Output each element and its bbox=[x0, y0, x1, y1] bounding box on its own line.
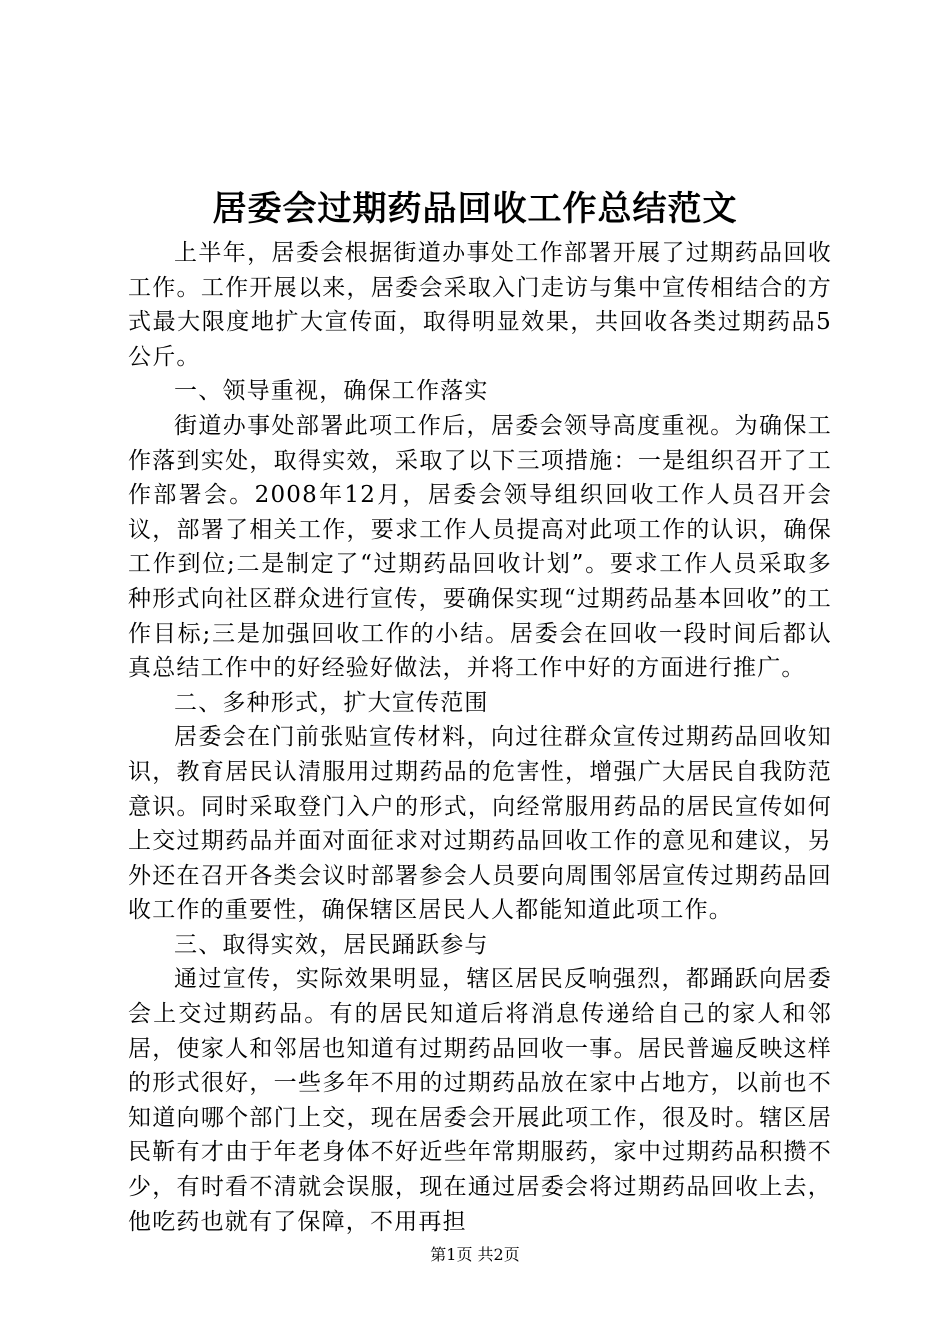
section-paragraph-1: 街道办事处部署此项工作后，居委会领导高度重视。为确保工作落到实处，取得实效，采取了以下三项措施：一是组织召开了工作部署会。2008年12月，居委会领导组织回收工作人员召开会议，部署了相关工作，要求工作人员提高对此项工作的认识，确保工作到位;二是制定了“过期药品回收计划”。要求工作人员采取多种形式向社区群众进行宣传，要确保实现“过期药品基本回收”的工作目标;三是加强回收工作的小结。居委会在回收一段时间后都认真总结工作中的好经验好做法，并将工作中好的方面进行推广。 bbox=[128, 412, 832, 682]
document-body bbox=[128, 236, 832, 1239]
section-paragraph-3: 通过宣传，实际效果明显，辖区居民反响强烈，都踊跃向居委会上交过期药品。有的居民知道后将消息传递给自己的家人和邻居，使家人和邻居也知道有过期药品回收一事。居民普遍反映这样的形式很好，一些多年不用的过期药品放在家中占地方，以前也不知道向哪个部门上交，现在居委会开展此项工作，很及时。辖区居民靳有才由于年老身体不好近些年常期服药，家中过期药品积攒不少，有时看不清就会误服，现在通过居委会将过期药品回收上去，他吃药也就有了保障，不用再担 bbox=[128, 966, 832, 1235]
intro-paragraph: 上半年，居委会根据街道办事处工作部署开展了过期药品回收工作。工作开展以来，居委会采取入门走访与集中宣传相结合的方式最大限度地扩大宣传面，取得明显效果，共回收各类过期药品5公斤。 bbox=[128, 240, 832, 370]
section-heading-3: 三、取得实效，居民踊跃参与 bbox=[174, 931, 489, 958]
section-paragraph-2: 居委会在门前张贴宣传材料，向过往群众宣传过期药品回收知识，教育居民认清服用过期药品的危害性，增强广大居民自我防范意识。同时采取登门入户的形式，向经常服用药品的居民宣传如何上交过期药品并面对面征求对过期药品回收工作的意见和建议，另外还在召开各类会议时部署参会人员要向周围邻居宣传过期药品回收工作的重要性，确保辖区居民人人都能知道此项工作。 bbox=[128, 724, 832, 924]
document-title: 居委会过期药品回收工作总结范文 bbox=[212, 189, 738, 229]
section-heading-1: 一、领导重视，确保工作落实 bbox=[174, 378, 489, 405]
section-heading-2: 二、多种形式，扩大宣传范围 bbox=[174, 689, 489, 716]
page-footer: 第1页 共2页 bbox=[430, 1245, 520, 1264]
